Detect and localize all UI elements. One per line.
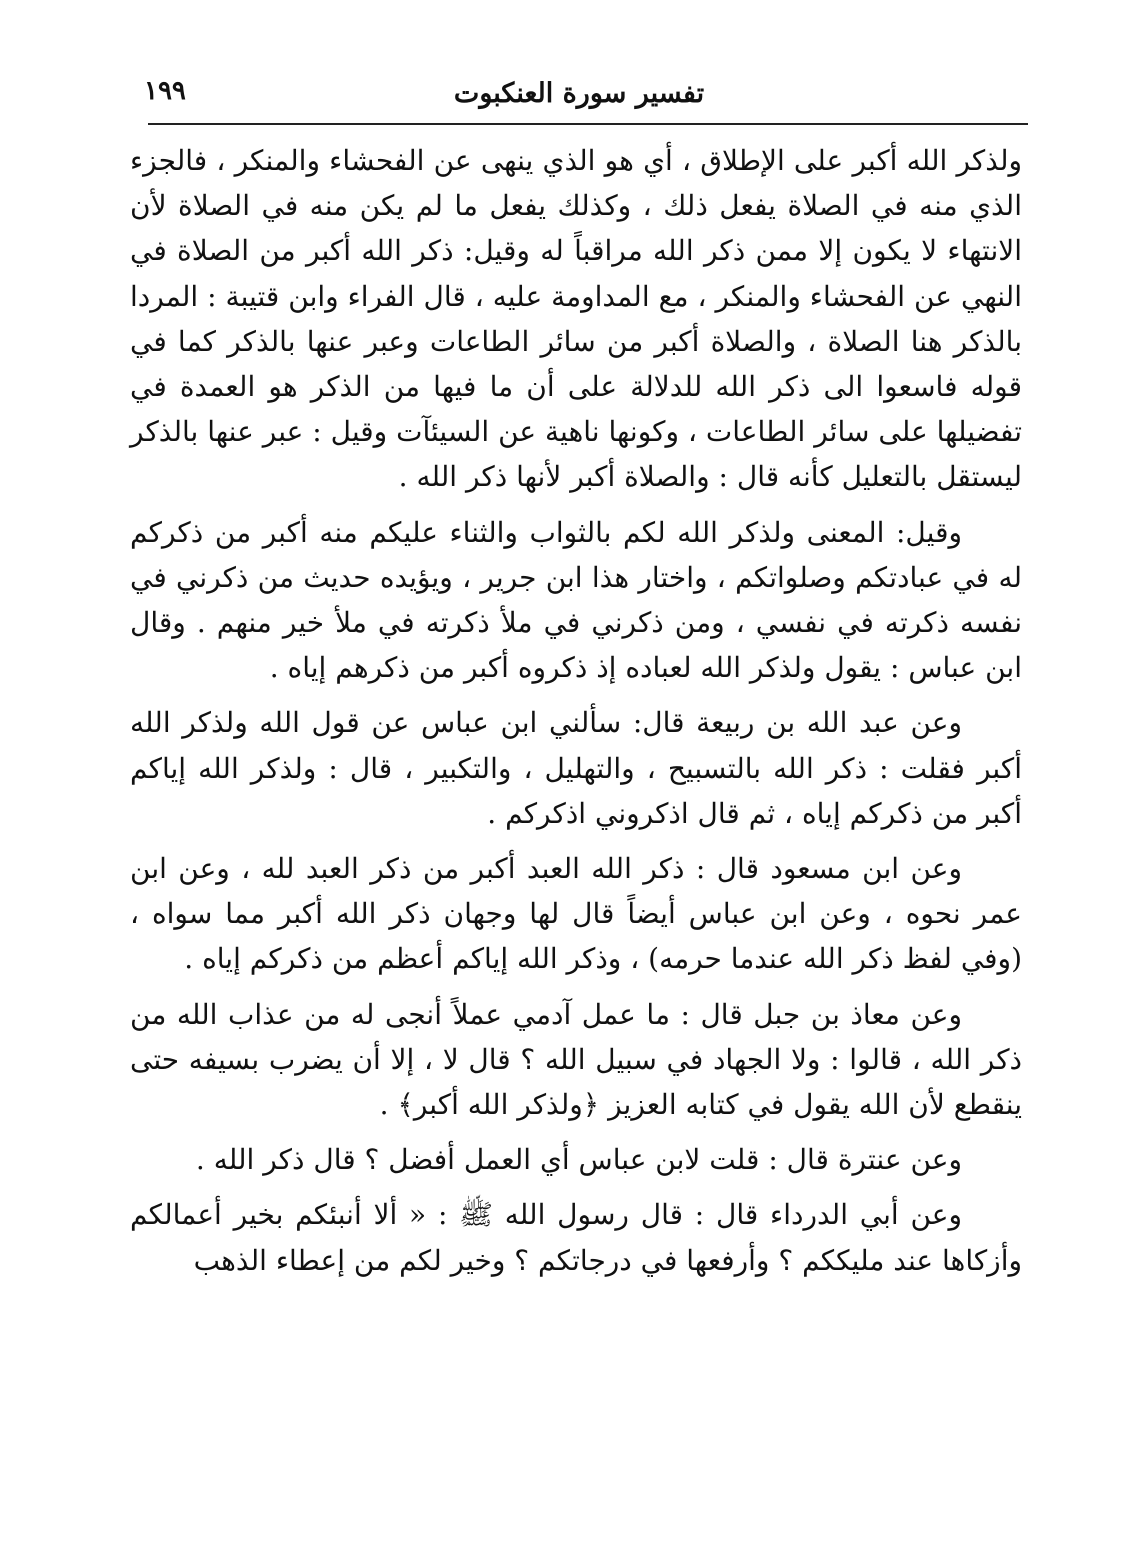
header-divider bbox=[148, 123, 1028, 125]
paragraph: وقيل: المعنى ولذكر الله لكم بالثواب والثناء عليكم منه أكبر من ذكركم له في عبادتكم وصلواتكم ، واختار هذا ابن جرير ، ويؤيده حديث من ذكرني في نفسه ذكرته في نفسي ، ومن ذكرني في ملأ ذكرته في ملأ خير منهم . وقال ابن عباس : يقول ولذكر الله لعباده إذ ذكروه أكبر من ذكرهم إياه . bbox=[130, 515, 1022, 685]
running-header bbox=[130, 70, 1028, 120]
paragraph: وعن معاذ بن جبل قال : ما عمل آدمي عملاً أنجى له من عذاب الله من ذكر الله ، قالوا : ولا الجهاد في سبيل الله ؟ قال لا ، إلا أن يضرب بسيفه حتى ينقطع لأن الله يقول في كتابه العزيز ﴿ولذكر الله أكبر﴾ . bbox=[130, 997, 1022, 1122]
paragraph: وعن أبي الدرداء قال : قال رسول الله ﷺ : « ألا أنبئكم بخير أعمالكم وأزكاها عند مليككم ؟ وأرفعها في درجاتكم ؟ وخير لكم من إعطاء الذهب bbox=[130, 1198, 1022, 1277]
body-text bbox=[130, 138, 1022, 1283]
page-number: ١٩٩ bbox=[144, 76, 186, 106]
page-title: تفسير سورة العنكبوت bbox=[453, 78, 705, 109]
paragraph: وعن عبد الله بن ربيعة قال: سألني ابن عباس عن قول الله ولذكر الله أكبر فقلت : ذكر الله بالتسبيح ، والتهليل ، والتكبير ، قال : ولذكر الله إياكم أكبر من ذكركم إياه ، ثم قال اذكروني اذكركم . bbox=[130, 706, 1022, 830]
paragraph: وعن عنترة قال : قلت لابن عباس أي العمل أفضل ؟ قال ذكر الله . bbox=[195, 1143, 962, 1177]
paragraph: ولذكر الله أكبر على الإطلاق ، أي هو الذي ينهى عن الفحشاء والمنكر ، فالجزء الذي منه في الصلاة يفعل ذلك ، وكذلك يفعل ما لم يكن منه في الصلاة لأن الانتهاء لا يكون إلا ممن ذكر الله مراقباً له وقيل: ذكر الله أكبر من الصلاة في النهي عن الفحشاء والمنكر ، مع المداومة عليه ، قال الفراء وابن قتيبة : المردا بالذكر هنا الصلاة ، والصلاة أكبر من سائر الطاعات وعبر عنها بالذكر كما في قوله فاسعوا الى ذكر الله للدلالة على أن ما فيها من الذكر هو العمدة في تفضيلها على سائر الطاعات ، وكونها ناهية عن السيئآت وقيل : عبر عنها بالذكر ليستقل بالتعليل كأنه قال : والصلاة أكبر لأنها ذكر الله . bbox=[130, 144, 1023, 494]
paragraph: وعن ابن مسعود قال : ذكر الله العبد أكبر من ذكر العبد لله ، وعن ابن عمر نحوه ، وعن ابن عباس أيضاً قال لها وجهان ذكر الله أكبر مما سواه ، (وفي لفظ ذكر الله عندما حرمه) ، وذكر الله إياكم أعظم من ذكركم إياه . bbox=[130, 852, 1022, 976]
